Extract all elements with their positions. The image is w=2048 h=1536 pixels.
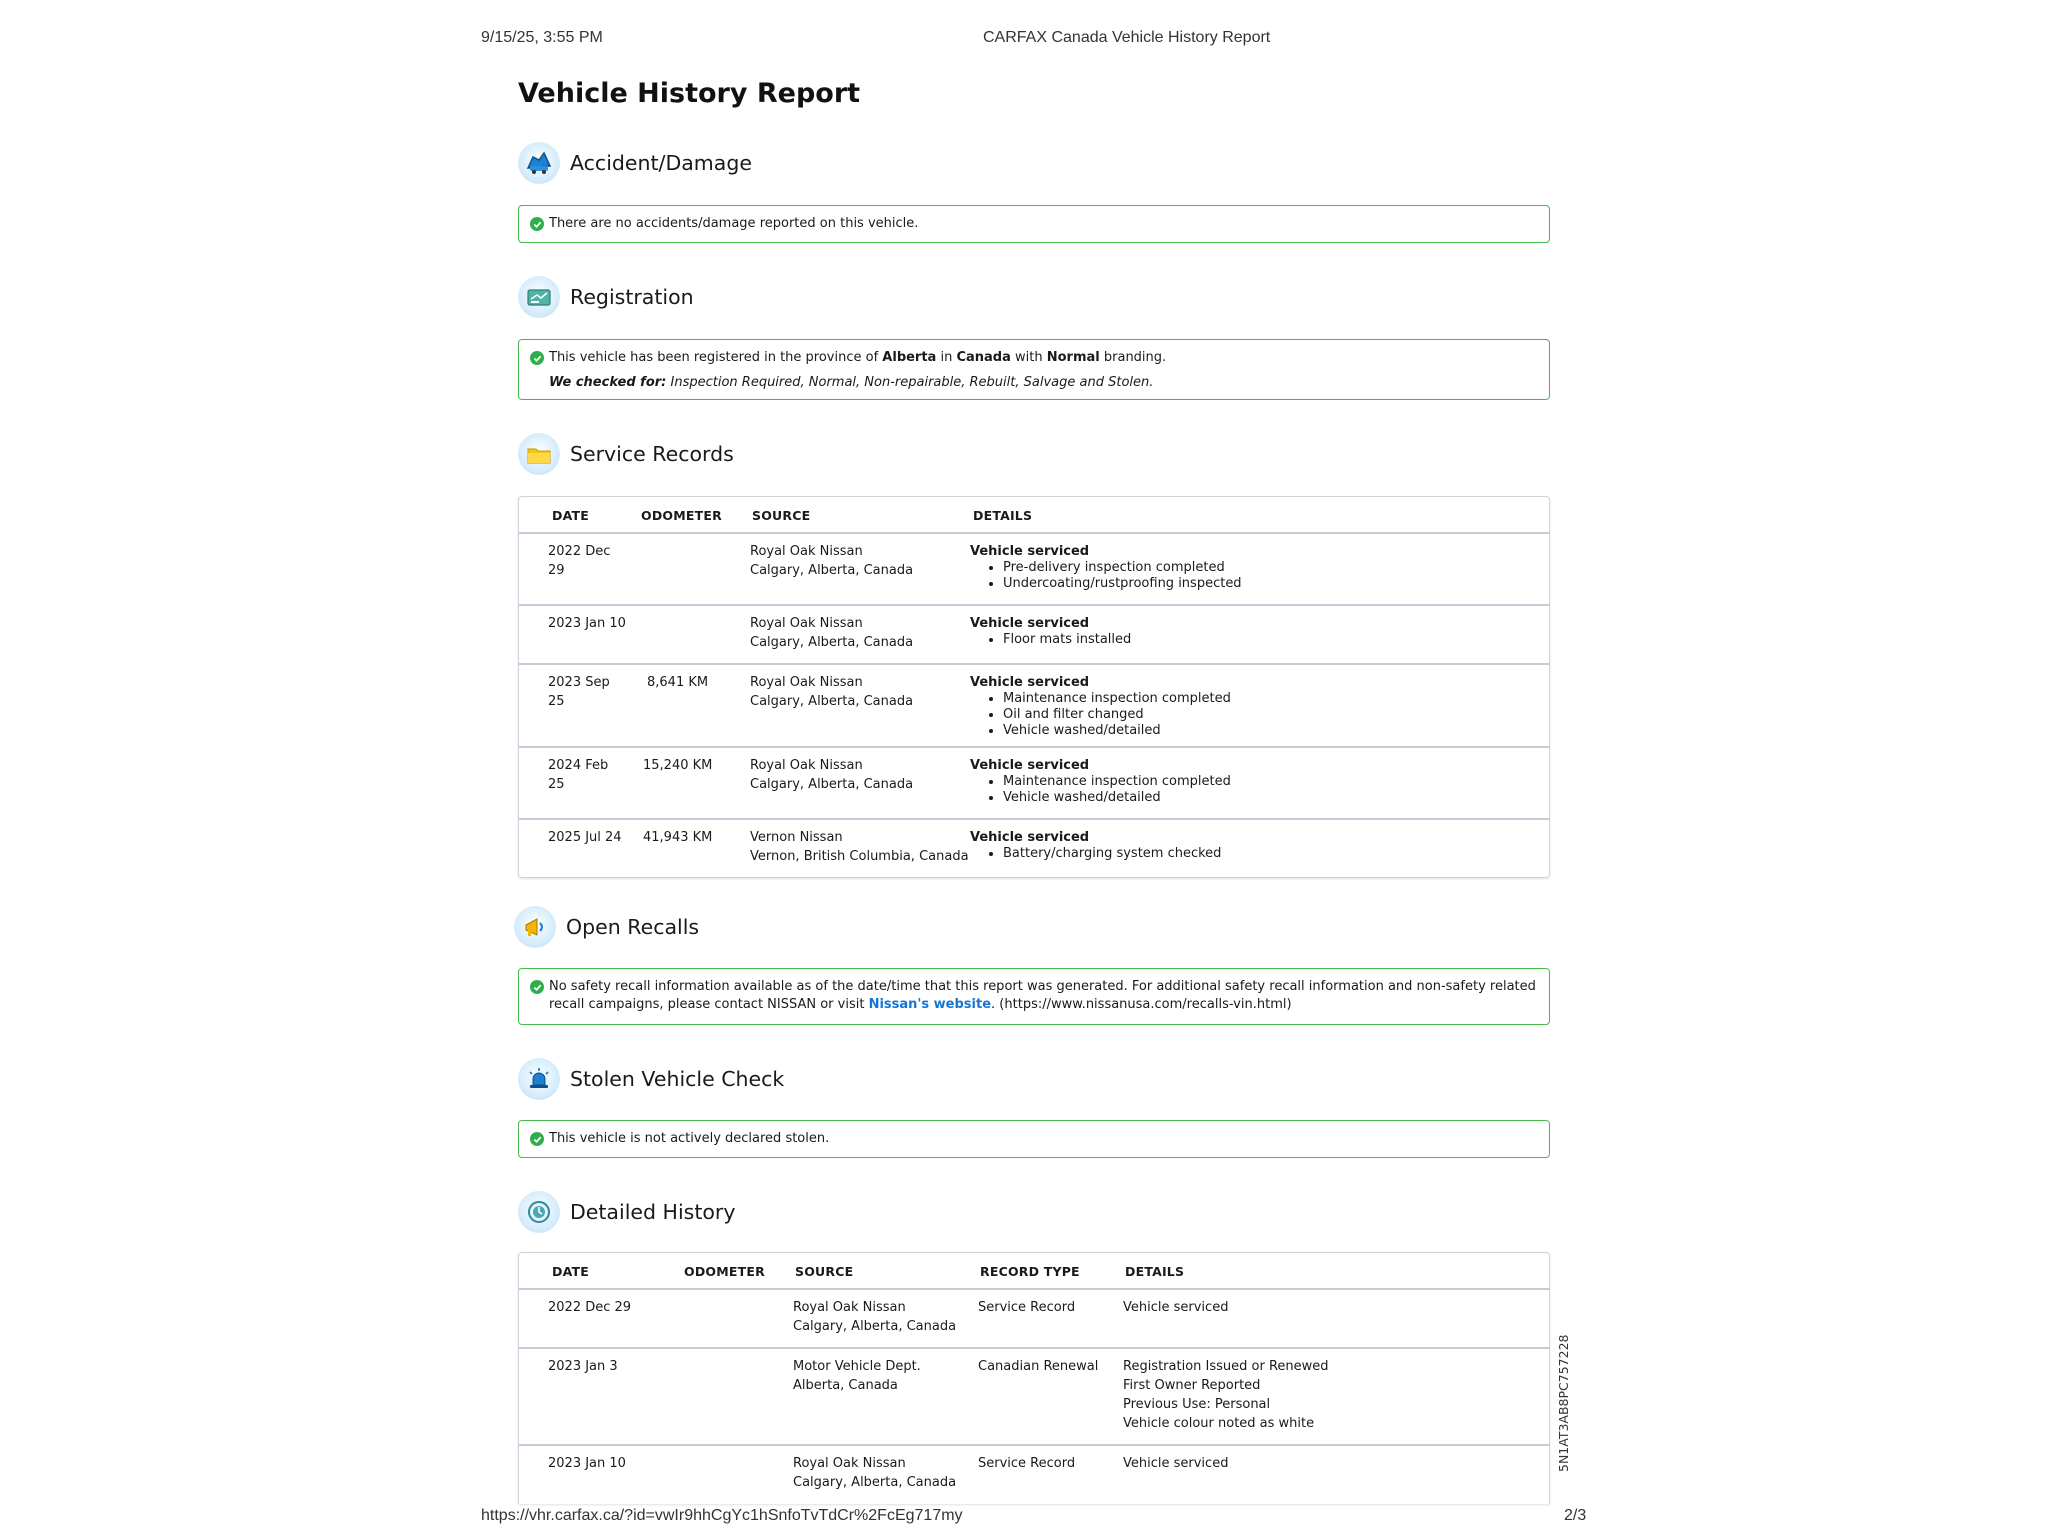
recalls-message: No safety recall information available as of the date/time that this report was generated. For additional safety recall information and non-safety related recall campaigns, please contact NISSAN or visit — [549, 979, 1536, 1012]
registration-checked-for: We checked for: Inspection Required, Normal, Non-repairable, Rebuilt, Salvage and Stolen. — [549, 375, 1154, 390]
list-item: • Vehicle washed/detailed — [1003, 723, 1231, 739]
list-item: • Battery/charging system checked — [1003, 846, 1221, 862]
table-row — [519, 1446, 1549, 1504]
list-item: • Vehicle washed/detailed — [1003, 790, 1231, 806]
check-icon — [530, 217, 544, 231]
table-row — [519, 748, 1549, 820]
list-item: • Oil and filter changed — [1003, 707, 1231, 723]
row-details-list — [970, 846, 1221, 862]
check-icon — [530, 980, 544, 994]
recalls-section-title: Open Recalls — [566, 915, 700, 939]
col-date: DATE — [552, 508, 589, 523]
table-row — [519, 1349, 1549, 1446]
table-row — [519, 665, 1549, 748]
row-details-list — [970, 632, 1131, 648]
row-date: 2022 Dec 29 — [548, 544, 611, 578]
page-number: 2/3 — [1564, 1507, 1587, 1524]
row-date: 2023 Jan 10 — [548, 616, 626, 631]
service-table-header — [519, 497, 1549, 534]
row-source: Royal Oak Nissan Calgary, Alberta, Canada — [750, 544, 914, 578]
accident-message: There are no accidents/damage reported on this vehicle. — [549, 216, 919, 231]
list-item: • Maintenance inspection completed — [1003, 774, 1231, 790]
table-row — [519, 534, 1549, 606]
registration-section-header — [518, 276, 694, 318]
service-section-header — [518, 433, 734, 475]
folder-icon — [518, 433, 560, 475]
table-row — [519, 606, 1549, 665]
row-details-heading: Vehicle serviced — [970, 544, 1090, 559]
row-details — [970, 616, 1131, 648]
row-date: 2022 Dec 29 — [548, 1300, 632, 1315]
stolen-message: This vehicle is not actively declared stolen. — [549, 1131, 830, 1146]
siren-icon — [518, 1058, 560, 1100]
service-section-title: Service Records — [570, 442, 734, 466]
recalls-section-header — [514, 906, 699, 948]
nissan-website-link[interactable]: Nissan's website — [868, 997, 992, 1012]
row-record-type: Service Record — [978, 1456, 1076, 1471]
row-date: 2023 Jan 10 — [548, 1456, 626, 1471]
detailed-table-header — [519, 1253, 1549, 1290]
col-odometer: ODOMETER — [641, 508, 722, 523]
row-source: Motor Vehicle Dept. Alberta, Canada — [793, 1359, 921, 1393]
col-record-type: RECORD TYPE — [980, 1264, 1080, 1279]
row-date: 2025 Jul 24 — [548, 830, 622, 845]
list-item: • Undercoating/rustproofing inspected — [1003, 576, 1242, 592]
row-source: Royal Oak Nissan Calgary, Alberta, Canada — [793, 1300, 957, 1334]
history-clock-icon — [518, 1191, 560, 1233]
col-details: DETAILS — [1125, 1264, 1185, 1279]
row-source: Royal Oak Nissan Calgary, Alberta, Canada — [750, 616, 914, 650]
list-item: • Pre-delivery inspection completed — [1003, 560, 1242, 576]
recalls-notice — [518, 968, 1550, 1025]
row-record-type: Service Record — [978, 1300, 1076, 1315]
row-details-heading: Vehicle serviced — [970, 758, 1090, 773]
table-row — [519, 1290, 1549, 1349]
print-page-title: CARFAX Canada Vehicle History Report — [983, 29, 1271, 46]
row-odometer: 41,943 KM — [643, 830, 713, 845]
detailed-history-table — [518, 1252, 1550, 1504]
table-row — [519, 820, 1549, 877]
detailed-section-header — [518, 1191, 735, 1233]
stolen-notice — [518, 1120, 1550, 1158]
col-date: DATE — [552, 1264, 589, 1279]
row-source: Royal Oak Nissan Calgary, Alberta, Canada — [793, 1456, 957, 1490]
row-details — [970, 544, 1242, 592]
recalls-url-text: . (https://www.nissanusa.com/recalls-vin.html) — [991, 997, 1292, 1012]
col-details: DETAILS — [973, 508, 1033, 523]
check-icon — [530, 351, 544, 365]
row-date: 2023 Sep 25 — [548, 675, 610, 709]
report-title: Vehicle History Report — [518, 78, 861, 109]
row-details-list — [970, 774, 1231, 806]
row-details: Vehicle serviced — [1123, 1456, 1229, 1471]
row-details — [970, 830, 1221, 862]
row-date: 2024 Feb 25 — [548, 758, 609, 792]
vin-vertical: 5N1AT3AB8PC757228 — [1556, 1334, 1571, 1472]
row-source: Royal Oak Nissan Calgary, Alberta, Canada — [750, 758, 914, 792]
megaphone-icon — [514, 906, 556, 948]
row-details: Vehicle serviced — [1123, 1300, 1229, 1315]
print-datetime: 9/15/25, 3:55 PM — [481, 29, 603, 46]
row-odometer: 15,240 KM — [643, 758, 713, 773]
row-details-heading: Vehicle serviced — [970, 675, 1090, 690]
stolen-section-title: Stolen Vehicle Check — [570, 1067, 785, 1091]
list-item: • Maintenance inspection completed — [1003, 691, 1231, 707]
row-source: Vernon Nissan Vernon, British Columbia, Canada — [750, 830, 969, 864]
stolen-section-header — [518, 1058, 784, 1100]
row-odometer: 8,641 KM — [647, 675, 709, 690]
row-details — [970, 675, 1231, 739]
row-date: 2023 Jan 3 — [548, 1359, 618, 1374]
registration-section-title: Registration — [570, 285, 694, 309]
print-url: https://vhr.carfax.ca/?id=vwIr9hhCgYc1hSnfoTvTdCr%2FcEg717my — [481, 1507, 963, 1524]
check-icon — [530, 1132, 544, 1146]
service-records-table — [518, 496, 1550, 878]
row-details-heading: Vehicle serviced — [970, 830, 1090, 845]
registration-notice — [518, 339, 1550, 400]
row-details: Registration Issued or Renewed First Owner Reported Previous Use: Personal Vehicle colour noted as white — [1123, 1359, 1329, 1431]
registration-card-icon — [518, 276, 560, 318]
list-item: • Floor mats installed — [1003, 632, 1131, 648]
col-source: SOURCE — [795, 1264, 854, 1279]
car-crash-icon — [518, 142, 560, 184]
row-details-heading: Vehicle serviced — [970, 616, 1090, 631]
row-source: Royal Oak Nissan Calgary, Alberta, Canada — [750, 675, 914, 709]
accident-notice — [518, 205, 1550, 243]
registration-message: This vehicle has been registered in the province of Alberta in Canada with Normal branding. — [549, 350, 1167, 365]
accident-section-header — [518, 142, 752, 184]
col-odometer: ODOMETER — [684, 1264, 765, 1279]
row-record-type: Canadian Renewal — [978, 1359, 1099, 1374]
accident-section-title: Accident/Damage — [570, 151, 752, 175]
col-source: SOURCE — [752, 508, 811, 523]
detailed-section-title: Detailed History — [570, 1200, 736, 1224]
row-details-list — [970, 691, 1231, 739]
row-details — [970, 758, 1231, 806]
row-details-list — [970, 560, 1242, 592]
